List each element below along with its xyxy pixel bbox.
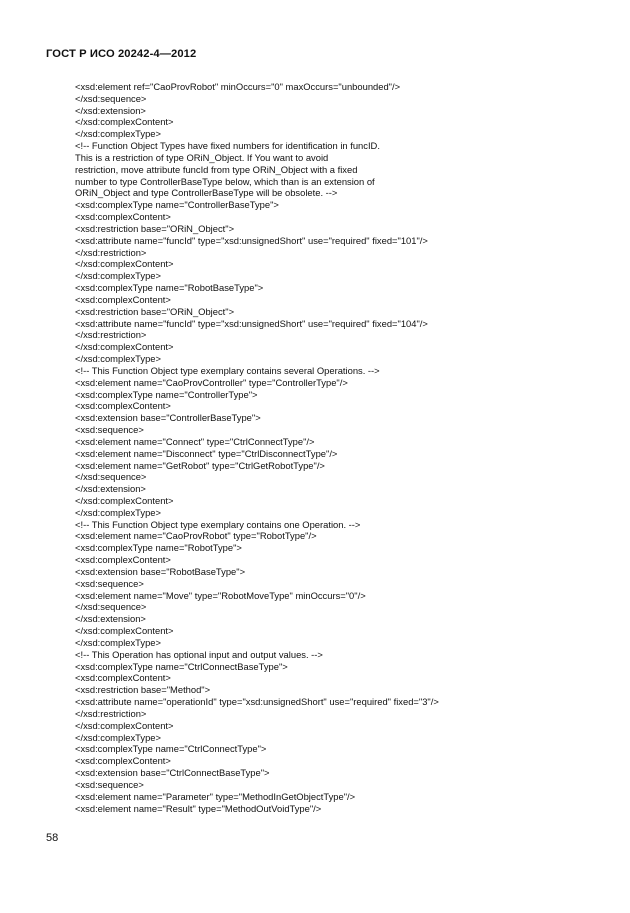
code-line: </xsd:extension>: [75, 104, 146, 116]
code-line: <xsd:sequence>: [75, 778, 144, 790]
code-line: <xsd:element name="Parameter" type="MethodInGetObjectType"/>: [75, 790, 356, 802]
code-line: </xsd:complexContent>: [75, 258, 174, 270]
code-line: <xsd:complexType name="CtrlConnectBaseType">: [75, 660, 288, 672]
code-line: <xsd:attribute name="funcId" type="xsd:unsignedShort" use="required" fixed="101"/>: [75, 234, 428, 246]
code-line: </xsd:sequence>: [75, 92, 147, 104]
code-line: </xsd:restriction>: [75, 246, 147, 258]
code-line: </xsd:complexContent>: [75, 341, 174, 353]
code-comment-line: <!-- This Function Object type exemplary contains one Operation. -->: [75, 518, 361, 530]
code-line: <xsd:complexType name="RobotBaseType">: [75, 282, 264, 294]
code-line: <xsd:complexType name="ControllerType">: [75, 388, 258, 400]
code-line: <xsd:element name="CaoProvController" type="ControllerType"/>: [75, 376, 348, 388]
code-line: <xsd:element name="Move" type="RobotMoveType" minOccurs="0"/>: [75, 589, 366, 601]
code-line: </xsd:extension>: [75, 483, 146, 495]
code-line: <xsd:complexContent>: [75, 211, 171, 223]
code-comment-line: <!-- This Operation has optional input and output values. -->: [75, 648, 323, 660]
code-line: <xsd:complexType name="ControllerBaseType">: [75, 199, 279, 211]
code-line: </xsd:restriction>: [75, 329, 147, 341]
code-line: <xsd:attribute name="funcId" type="xsd:unsignedShort" use="required" fixed="104"/>: [75, 317, 428, 329]
code-comment-line: <!-- This Function Object type exemplary contains several Operations. -->: [75, 364, 380, 376]
code-line: <xsd:extension base="RobotBaseType">: [75, 565, 246, 577]
code-line: <xsd:element name="Connect" type="CtrlConnectType"/>: [75, 435, 315, 447]
code-line: </xsd:restriction>: [75, 707, 147, 719]
code-line: </xsd:extension>: [75, 613, 146, 625]
code-line: <xsd:extension base="CtrlConnectBaseType">: [75, 767, 270, 779]
code-line: </xsd:complexType>: [75, 731, 161, 743]
code-comment-line: This is a restriction of type ORiN_Object. If You want to avoid: [75, 151, 329, 163]
code-line: <xsd:complexContent>: [75, 672, 171, 684]
xml-schema-listing: [75, 81, 595, 814]
code-comment-line: <!-- Function Object Types have fixed numbers for identification in funcID.: [75, 140, 380, 152]
code-comment-line: ORiN_Object and type ControllerBaseType will be obsolete. -->: [75, 187, 338, 199]
code-line: <xsd:element name="Disconnect" type="CtrlDisconnectType"/>: [75, 447, 338, 459]
code-line: </xsd:complexContent>: [75, 625, 174, 637]
code-line: </xsd:complexType>: [75, 506, 161, 518]
code-line: <xsd:sequence>: [75, 424, 144, 436]
code-line: <xsd:complexContent>: [75, 755, 171, 767]
code-line: </xsd:complexContent>: [75, 494, 174, 506]
code-line: </xsd:complexType>: [75, 270, 161, 282]
code-line: <xsd:element name="Result" type="MethodOutVoidType"/>: [75, 802, 322, 814]
code-comment-line: number to type ControllerBaseType below, which than is an extension of: [75, 175, 375, 187]
code-line: </xsd:sequence>: [75, 471, 147, 483]
code-line: </xsd:sequence>: [75, 601, 147, 613]
code-line: <xsd:complexContent>: [75, 293, 171, 305]
code-line: <xsd:restriction base="ORiN_Object">: [75, 305, 235, 317]
code-line: </xsd:complexType>: [75, 636, 161, 648]
code-line: </xsd:complexContent>: [75, 116, 174, 128]
code-line: </xsd:complexType>: [75, 353, 161, 365]
code-line: <xsd:element name="GetRobot" type="CtrlGetRobotType"/>: [75, 459, 325, 471]
code-line: </xsd:complexContent>: [75, 719, 174, 731]
code-line: <xsd:complexType name="RobotType">: [75, 542, 242, 554]
code-line: <xsd:element name="CaoProvRobot" type="RobotType"/>: [75, 530, 317, 542]
document-header: ГОСТ Р ИСО 20242-4—2012: [46, 48, 197, 60]
code-line: <xsd:sequence>: [75, 577, 144, 589]
code-line: <xsd:restriction base="ORiN_Object">: [75, 222, 235, 234]
code-line: <xsd:attribute name="operationId" type="xsd:unsignedShort" use="required" fixed="3"/>: [75, 696, 439, 708]
code-line: <xsd:complexContent>: [75, 400, 171, 412]
code-line: <xsd:extension base="ControllerBaseType">: [75, 412, 261, 424]
page-number: 58: [46, 832, 59, 844]
code-line: <xsd:restriction base="Method">: [75, 684, 211, 696]
code-line: <xsd:complexType name="CtrlConnectType">: [75, 743, 267, 755]
code-line: </xsd:complexType>: [75, 128, 161, 140]
code-line: <xsd:complexContent>: [75, 554, 171, 566]
code-line: <xsd:element ref="CaoProvRobot" minOccurs="0" maxOccurs="unbounded"/>: [75, 81, 401, 92]
code-comment-line: restriction, move attribute funcId from type ORiN_Object with a fixed: [75, 163, 358, 175]
